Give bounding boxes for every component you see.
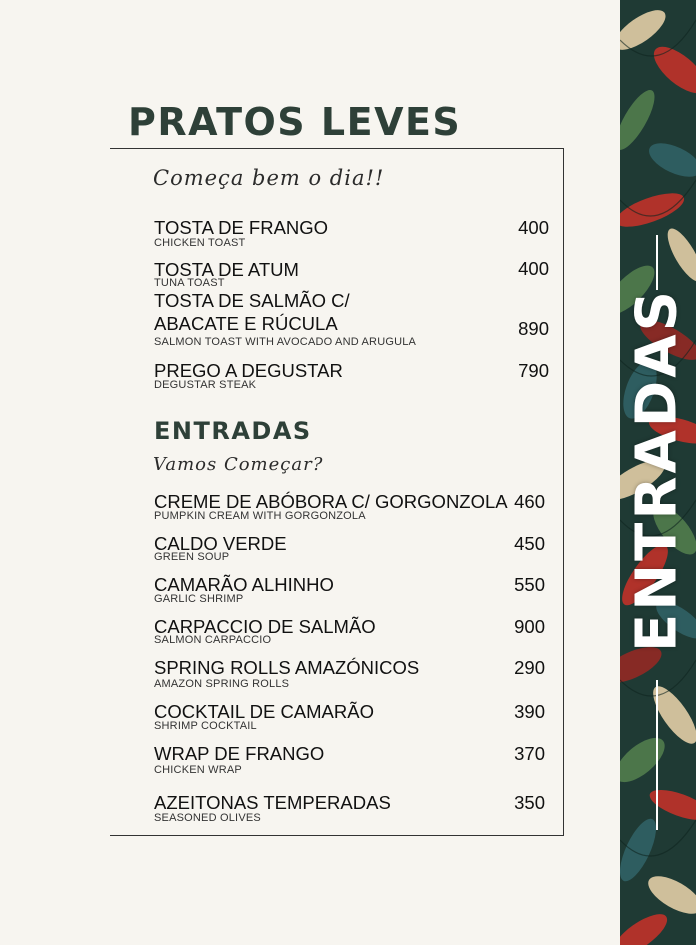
item-price-prego: 790 xyxy=(518,360,549,381)
item-name-tosta-atum: TOSTA DE ATUM xyxy=(154,259,299,280)
item-sub-tosta-salmao: SALMON TOAST WITH AVOCADO AND ARUGULA xyxy=(154,336,417,348)
item-sub-tosta-frango: CHICKEN TOAST xyxy=(154,237,246,249)
item-price-creme-abobora: 460 xyxy=(514,491,545,512)
item-name-carpaccio: CARPACCIO DE SALMÃO xyxy=(154,616,376,637)
item-name-wrap-frango: WRAP DE FRANGO xyxy=(154,743,325,764)
item-name-cocktail-camarao: COCKTAIL DE CAMARÃO xyxy=(154,701,374,722)
item-sub-tosta-atum: TUNA TOAST xyxy=(154,277,225,289)
item-price-tosta-salmao: 890 xyxy=(518,318,549,339)
side-rule-top xyxy=(656,235,658,290)
side-label: ENTRADAS xyxy=(624,288,690,652)
item-price-caldo-verde: 450 xyxy=(514,533,545,554)
pratos-leves-tagline: Começa bem o dia!! xyxy=(153,166,385,190)
item-name-azeitonas: AZEITONAS TEMPERADAS xyxy=(154,792,391,813)
item-sub-wrap-frango: CHICKEN WRAP xyxy=(154,764,242,776)
item-name-tosta-frango: TOSTA DE FRANGO xyxy=(154,217,329,238)
item-name-tosta-salmao-line2: ABACATE E RÚCULA xyxy=(154,313,338,334)
item-sub-prego: DEGUSTAR STEAK xyxy=(154,379,257,391)
item-price-spring-rolls: 290 xyxy=(514,657,545,678)
item-name-caldo-verde: CALDO VERDE xyxy=(154,533,287,554)
item-name-tosta-salmao-line1: TOSTA DE SALMÃO C/ xyxy=(154,290,350,311)
page-title: PRATOS LEVES xyxy=(128,100,462,144)
item-sub-spring-rolls: AMAZON SPRING ROLLS xyxy=(154,678,290,690)
section-heading-entradas: ENTRADAS xyxy=(154,417,312,445)
item-price-carpaccio: 900 xyxy=(514,616,545,637)
item-name-spring-rolls: SPRING ROLLS AMAZÓNICOS xyxy=(154,657,420,678)
entradas-tagline: Vamos Começar? xyxy=(153,454,324,475)
item-sub-caldo-verde: GREEN SOUP xyxy=(154,551,230,563)
item-sub-carpaccio: SALMON CARPACCIO xyxy=(154,634,272,646)
item-price-tosta-atum: 400 xyxy=(518,258,549,279)
item-price-azeitonas: 350 xyxy=(514,792,545,813)
item-price-camarao-alhinho: 550 xyxy=(514,574,545,595)
item-name-prego: PREGO A DEGUSTAR xyxy=(154,360,343,381)
item-sub-azeitonas: SEASONED OLIVES xyxy=(154,812,261,824)
side-rule-bottom xyxy=(656,680,658,830)
item-sub-cocktail-camarao: SHRIMP COCKTAIL xyxy=(154,720,257,732)
item-name-creme-abobora: CREME DE ABÓBORA C/ GORGONZOLA xyxy=(154,491,508,512)
item-price-tosta-frango: 400 xyxy=(518,217,549,238)
item-price-cocktail-camarao: 390 xyxy=(514,701,545,722)
item-sub-creme-abobora: PUMPKIN CREAM WITH GORGONZOLA xyxy=(154,510,366,522)
item-price-wrap-frango: 370 xyxy=(514,743,545,764)
item-sub-camarao-alhinho: GARLIC SHRIMP xyxy=(154,593,244,605)
item-name-camarao-alhinho: CAMARÃO ALHINHO xyxy=(154,574,334,595)
